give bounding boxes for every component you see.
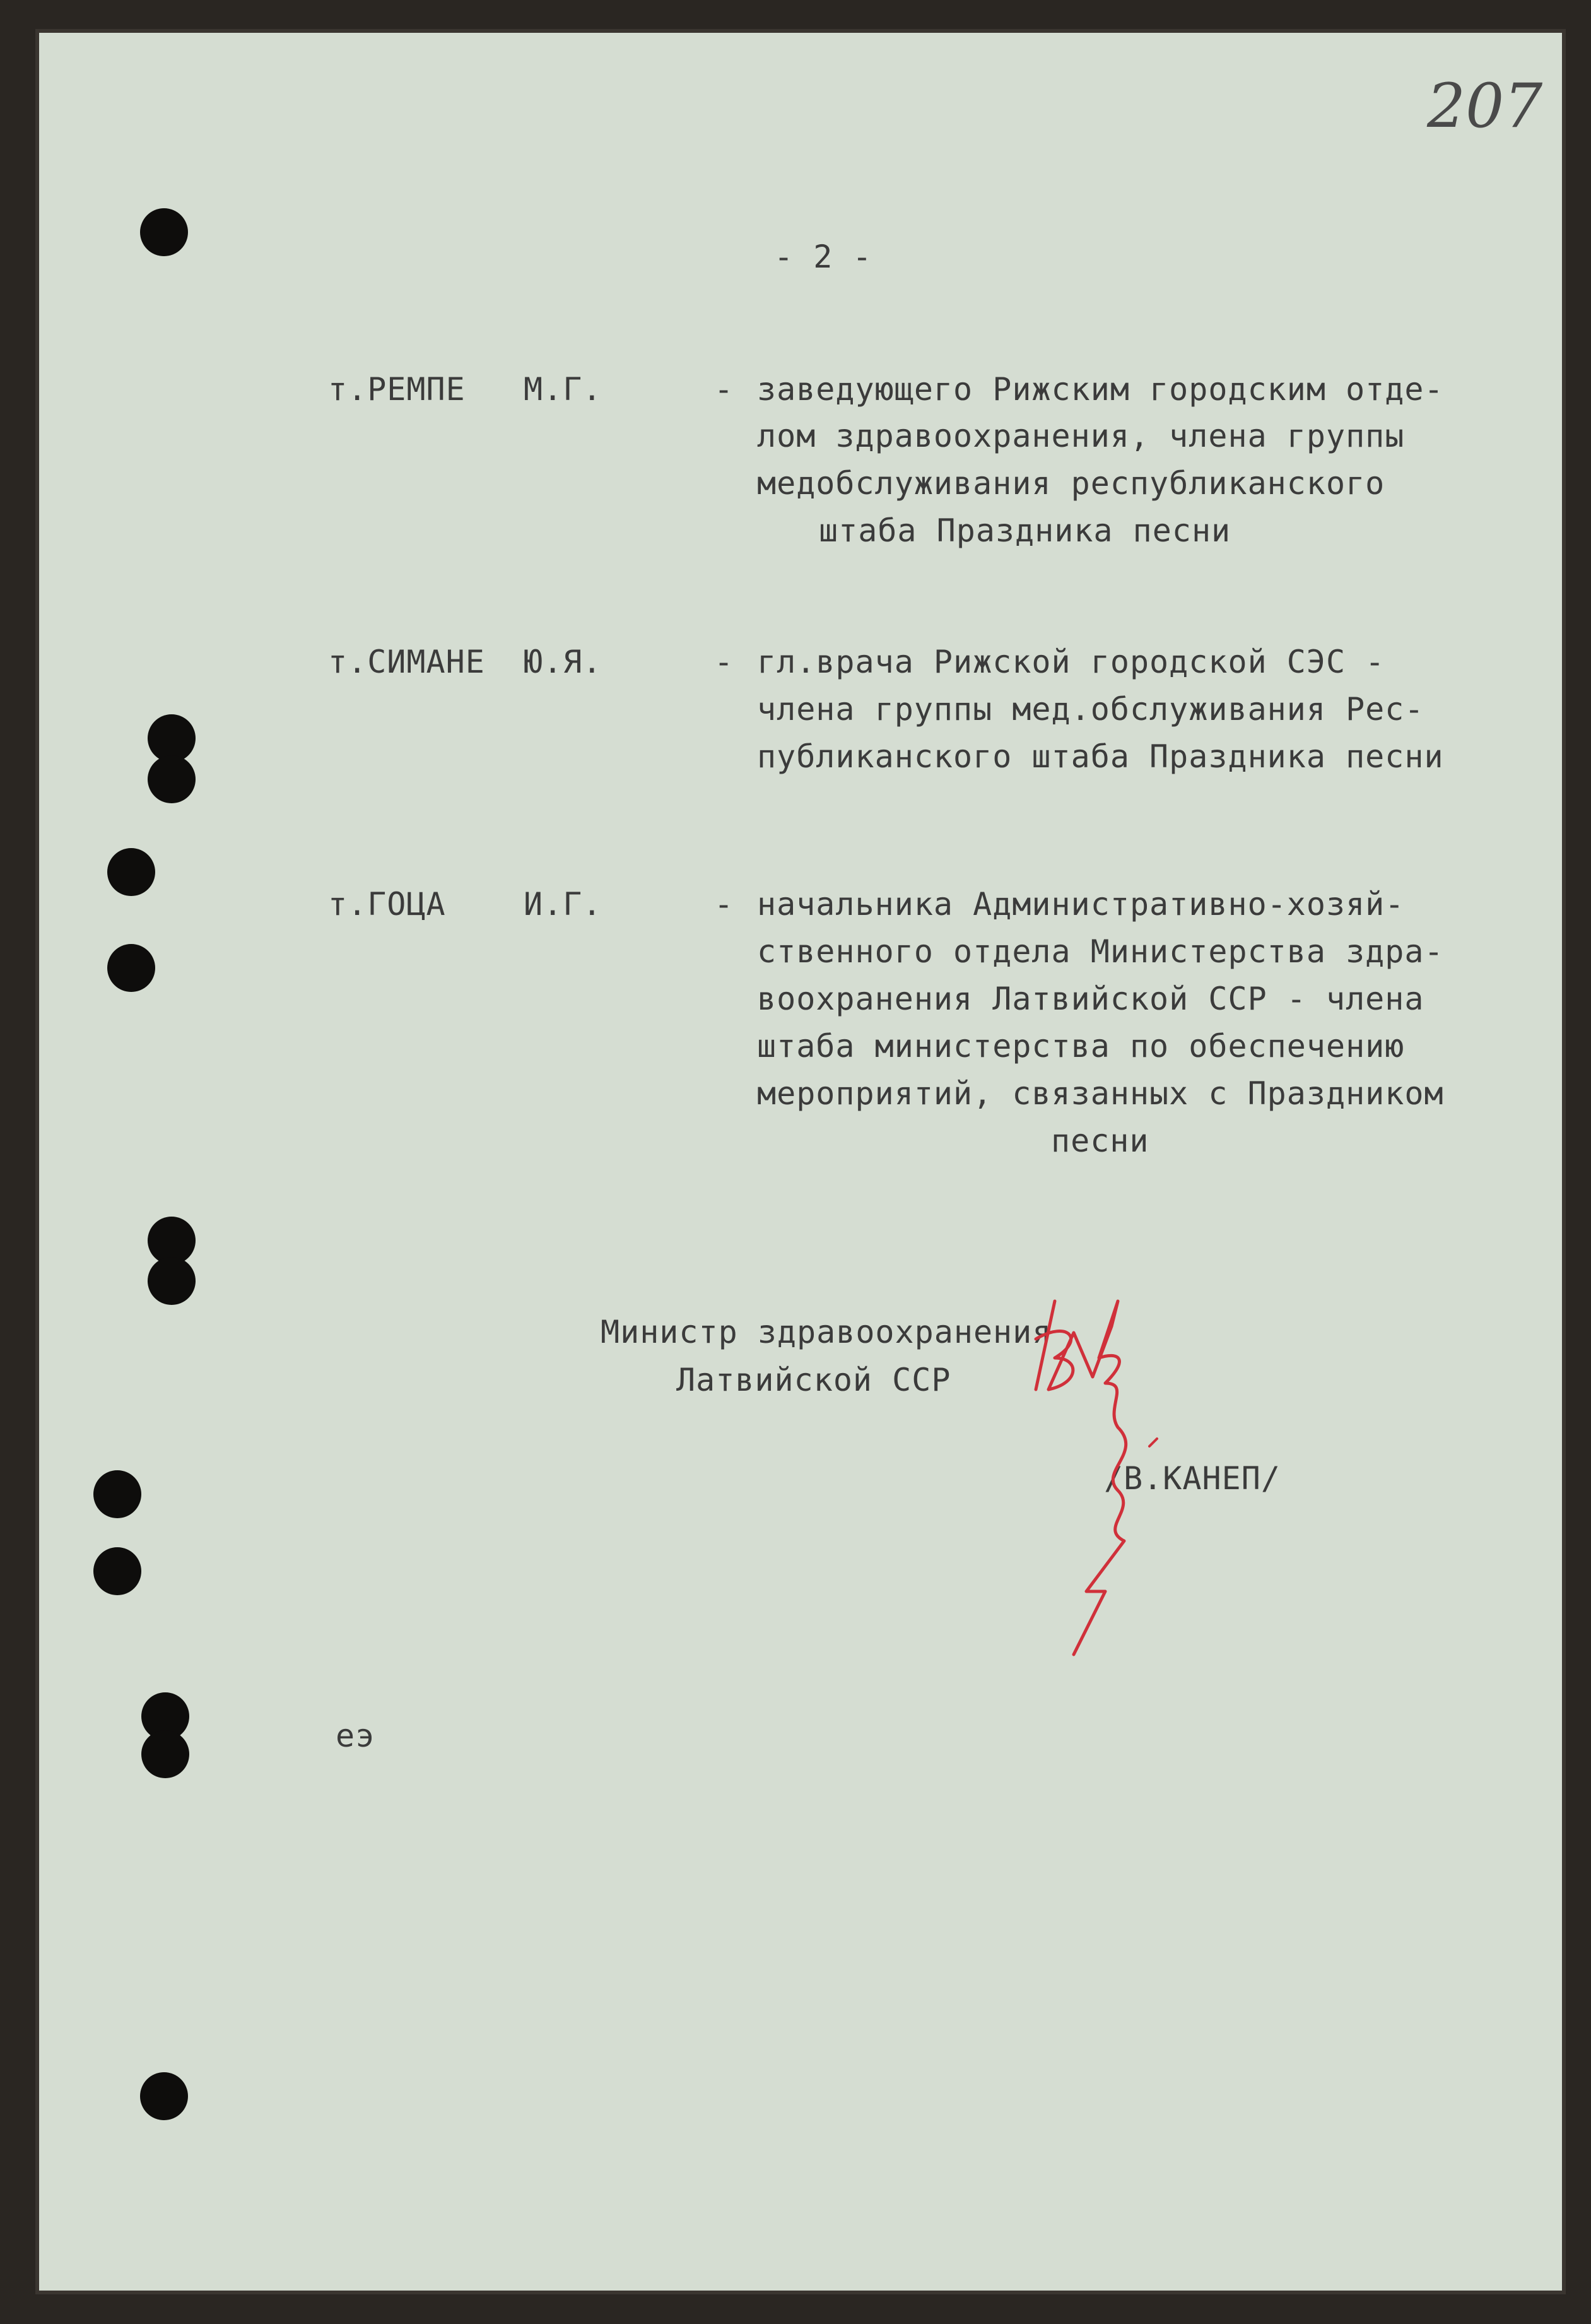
entry-initials: М.Г. — [524, 371, 602, 408]
entry-line: начальника Административно-хозяй- — [757, 886, 1405, 923]
punch-hole — [140, 2072, 188, 2120]
signatory-title: Министр здравоохранения — [601, 1314, 1052, 1350]
punch-hole — [93, 1547, 141, 1595]
punch-hole — [141, 1730, 189, 1778]
entry-line: публиканского штаба Праздника песни — [757, 738, 1444, 775]
entry-line: ственного отдела Министерства здра- — [757, 933, 1444, 970]
entry-line: гл.врача Рижской городской СЭС - — [757, 644, 1385, 680]
punch-hole — [148, 755, 196, 803]
punch-hole — [107, 944, 155, 992]
entry-initials: Ю.Я. — [524, 644, 602, 680]
entry-line: песни — [1051, 1123, 1149, 1159]
page-number: - 2 - — [774, 239, 872, 275]
signatory-name: /В.КАНЕП/ — [1104, 1460, 1281, 1497]
entry-line: лом здравоохранения, члена группы — [757, 418, 1405, 454]
entry-line: мероприятий, связанных с Праздником — [757, 1075, 1444, 1112]
entry-line: заведующего Рижским городским отде- — [757, 371, 1444, 408]
entry-dash: - — [714, 644, 734, 680]
entry-line: штаба министерства по обеспечению — [757, 1028, 1405, 1065]
signatory-title: Латвийской ССР — [676, 1362, 951, 1398]
entry-initials: И.Г. — [524, 886, 602, 923]
archive-page-number: 207 — [1427, 71, 1543, 141]
entry-dash: - — [714, 371, 734, 408]
entry-line: медобслуживания республиканского — [757, 465, 1385, 502]
handwritten-signature — [1011, 1263, 1238, 1667]
punch-hole — [107, 848, 155, 896]
punch-hole — [148, 1257, 196, 1305]
entry-name: т.ГОЦА — [328, 886, 446, 923]
typist-mark: еэ — [336, 1718, 375, 1754]
document-sheet — [35, 29, 1566, 2294]
entry-line: штаба Праздника песни — [819, 512, 1231, 549]
entry-name: т.СИМАНЕ — [328, 644, 485, 680]
entry-name: т.РЕМПЕ — [328, 371, 466, 408]
entry-dash: - — [714, 886, 734, 923]
punch-hole — [93, 1470, 141, 1518]
punch-hole — [140, 208, 188, 256]
entry-line: воохранения Латвийской ССР - члена — [757, 981, 1424, 1017]
entry-line: члена группы мед.обслуживания Рес- — [757, 691, 1424, 728]
